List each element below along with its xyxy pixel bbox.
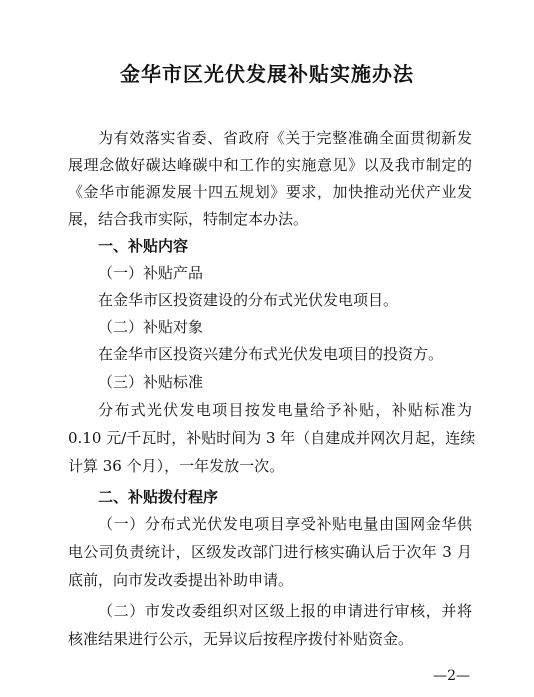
section-2-para-1-line-3: 底前，向市发改委提出补助申请。: [68, 571, 294, 589]
subsection-1-1-heading: （一）补贴产品: [98, 264, 204, 282]
subsection-1-2-text: 在金华市区投资兴建分布式光伏发电项目的投资方。: [98, 345, 444, 363]
intro-line-1: 为有效落实省委、省政府《关于完整准确全面贯彻新发: [98, 129, 472, 147]
subsection-1-3-line-1: 分布式光伏发电项目按发电量给予补贴，补贴标准为: [98, 401, 472, 419]
intro-line-3: 《金华市能源发展十四五规划》要求，加快推动光伏产业发: [68, 183, 472, 201]
intro-line-2: 展理念做好碳达峰碳中和工作的实施意见》以及我市制定的: [68, 156, 472, 174]
section-2-para-2-line-1: （二）市发改委组织对区级上报的申请进行审核，并将: [98, 602, 472, 620]
section-2-para-1-line-2: 电公司负责统计，区级发改部门进行核实确认后于次年 3 月: [68, 543, 472, 561]
subsection-1-1-text: 在金华市区投资建设的分布式光伏发电项目。: [98, 291, 399, 309]
section-1-heading: 一、补贴内容: [98, 237, 189, 255]
section-2-para-1-line-1: （一）分布式光伏发电项目享受补贴电量由国网金华供: [98, 515, 472, 533]
intro-line-4: 展，结合我市实际，特制定本办法。: [68, 210, 309, 228]
document-title: 金华市区光伏发展补贴实施办法: [120, 62, 414, 86]
section-2-heading: 二、补贴拨付程序: [98, 488, 219, 506]
subsection-1-3-heading: （三）补贴标准: [98, 373, 204, 391]
page-number: —2—: [433, 668, 470, 684]
subsection-1-3-line-3: 计算 36 个月），一年发放一次。: [68, 457, 285, 475]
section-2-para-2-line-2: 核准结果进行公示，无异议后按程序拨付补贴资金。: [68, 630, 414, 648]
subsection-1-3-line-2: 0.10 元/千瓦时，补贴时间为 3 年（自建成并网次月起，连续: [68, 429, 476, 447]
subsection-1-2-heading: （二）补贴对象: [98, 318, 204, 336]
